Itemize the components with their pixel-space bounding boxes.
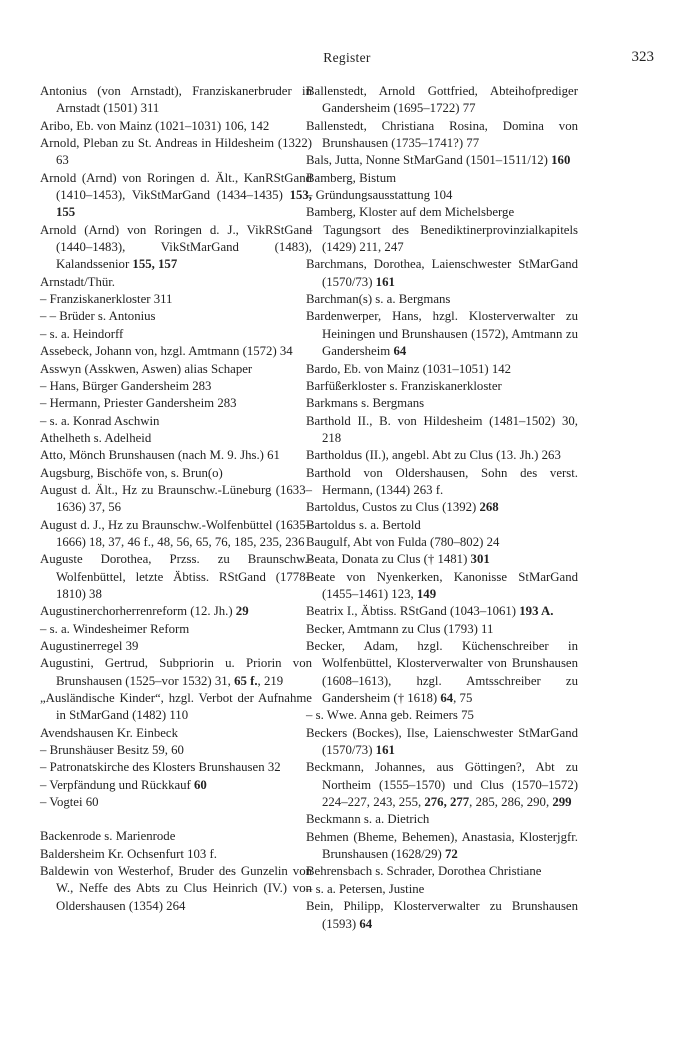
index-entry: [306, 621, 578, 638]
index-entry: [306, 863, 578, 880]
index-entry: [40, 83, 312, 118]
entry-text: Barkmans s. Bergmans: [306, 396, 425, 411]
entry-text: , 285, 286, 290,: [469, 795, 553, 810]
entry-text: Barchman(s) s. a. Bergmans: [306, 292, 451, 307]
entry-text: – Vogtei 60: [40, 795, 99, 810]
entry-text: Barchmans, Dorothea, Laienschwester StMarGand (1570/73): [306, 257, 578, 289]
entry-text: Arnstadt/Thür.: [40, 274, 115, 289]
index-entry: [306, 534, 578, 551]
entry-text: Athelheth s. Adelheid: [40, 430, 152, 445]
index-entry: [40, 482, 312, 517]
entry-text: Behrensbach s. Schrader, Dorothea Christiane: [306, 864, 542, 879]
index-entry: [40, 759, 312, 776]
index-entry: [306, 413, 578, 448]
entry-text: Bals, Jutta, Nonne StMarGand (1501–1511/12): [306, 153, 552, 168]
entry-text: Becker, Amtmann zu Clus (1793) 11: [306, 621, 494, 636]
index-entry: [40, 638, 312, 655]
index-entry: [306, 378, 578, 395]
index-entry: [306, 707, 578, 724]
index-entry: [306, 811, 578, 828]
entry-text: Becker, Adam, hzgl. Küchenschreiber in Wolfenbüttel, Klosterverwalter von Brunshausen (1608–1613), hzgl. Amtsschreiber zu Gandersheim († 1618): [306, 639, 578, 706]
index-entry: [40, 725, 312, 742]
entry-text: – Patronatskirche des Klosters Brunshausen 32: [40, 760, 281, 775]
page-title: Register: [323, 50, 371, 65]
page-ref-bold: 193 A.: [519, 604, 554, 619]
index-entry: [40, 413, 312, 430]
entry-text: Beate von Nyenkerken, Kanonisse StMarGand (1455–1461) 123,: [306, 569, 578, 601]
index-entry: [306, 187, 578, 204]
entry-text: Bartholdus (II.), angebl. Abt zu Clus (13. Jh.) 263: [306, 448, 561, 463]
entry-text: Ballenstedt, Arnold Gottfried, Abteihofprediger Gandersheim (1695–1722) 77: [306, 84, 578, 116]
index-entry: [306, 256, 578, 291]
entry-text: – Hermann, Priester Gandersheim 283: [40, 396, 237, 411]
entry-text: Baldersheim Kr. Ochsenfurt 103 f.: [40, 846, 217, 861]
entry-text: August d. Ält., Hz zu Braunschw.-Lüneburg (1633–1636) 37, 56: [40, 482, 312, 515]
page-ref-bold: 64: [440, 691, 454, 706]
index-entry: [40, 777, 312, 794]
page-ref-bold: 301: [470, 552, 490, 567]
index-entry: [40, 170, 312, 222]
entry-text: Asswyn (Asskwen, Aswen) alias Schaper: [40, 361, 253, 376]
page-ref-bold: 29: [235, 604, 249, 619]
index-entry: [306, 152, 578, 169]
page-ref-bold: 299: [552, 795, 572, 810]
index-entry: [306, 499, 578, 516]
index-entry: [40, 326, 312, 343]
page-ref-bold: 65 f.: [234, 673, 258, 688]
index-entry: [306, 395, 578, 412]
entry-text: – s. a. Heindorff: [40, 326, 124, 341]
entry-text: Bamberg, Kloster auf dem Michelsberge: [306, 205, 515, 220]
entry-text: Arnold, Pleban zu St. Andreas in Hildesheim (1322) 63: [40, 136, 312, 168]
page-ref-bold: 149: [416, 586, 437, 601]
entry-text: Augustinerregel 39: [40, 639, 139, 653]
entry-text: Auguste Dorothea, Przss. zu Braunschw.-Wolfenbüttel, letzte Äbtiss. RStGand (1778–1810) 38: [40, 552, 312, 601]
index-entry: [306, 881, 578, 898]
index-entry: [306, 898, 578, 933]
entry-text: Beckers (Bockes), Ilse, Laienschwester StMarGand (1570/73): [306, 725, 578, 758]
page-ref-bold: 60: [194, 777, 207, 792]
index-entry: [40, 846, 312, 863]
entry-text: – s. a. Petersen, Justine: [306, 881, 425, 896]
page-ref-bold: 161: [375, 274, 395, 289]
index-entry: [40, 361, 312, 378]
index-entry: [306, 83, 578, 118]
entry-text: – s. Wwe. Anna geb. Reimers 75: [306, 708, 474, 723]
index-entry: [40, 863, 312, 915]
index-entry: [40, 603, 312, 620]
index-entry: [306, 725, 578, 760]
index-entry: [40, 517, 312, 552]
index-entry: [40, 343, 312, 360]
index-entry: [40, 118, 312, 135]
entry-text: Bartoldus s. a. Bertold: [306, 517, 421, 532]
entry-text: Beckmann, Johannes, aus Göttingen?, Abt zu Northeim (1555–1570) und Clus (1570–1572) 224–227, 243, 255,: [306, 760, 578, 810]
page-ref-bold: 153, 155: [56, 188, 312, 220]
entry-text: Arnold (Arnd) von Roringen d. J., VikRStGand (1440–1483), VikStMarGand (1483), Kalandssenior: [40, 222, 312, 272]
entry-text: Baugulf, Abt von Fulda (780–802) 24: [306, 534, 500, 549]
index-entry: [40, 378, 312, 395]
entry-text: – Verpfändung und Rückkauf: [40, 777, 195, 792]
index-entry: [40, 690, 312, 725]
index-entry: [306, 517, 578, 534]
entry-text: Baldewin von Westerhof, Bruder des Gunzelin von W., Neffe des Abts zu Clus Heinrich (IV.) von Oldershausen (1354) 264: [40, 864, 312, 913]
page-ref-bold: 64: [359, 916, 373, 931]
entry-text: Arnold (Arnd) von Roringen d. Ält., KanRStGand (1410–1453), VikStMarGand (1434–1435): [40, 170, 312, 203]
entry-text: Barfüßerkloster s. Franziskanerkloster: [306, 378, 502, 393]
index-entry: [40, 621, 312, 638]
entry-text: Augustini, Gertrud, Subpriorin u. Priorin von Brunshausen (1525–vor 1532) 31,: [40, 656, 312, 688]
index-entry: [40, 655, 312, 690]
index-column-left: [40, 83, 312, 915]
entry-text: – s. a. Windesheimer Reform: [40, 621, 190, 636]
index-entry: [306, 465, 578, 500]
index-entry: [306, 361, 578, 378]
index-entry: [40, 395, 312, 412]
index-entry: [306, 118, 578, 153]
entry-text: Bein, Philipp, Klosterverwalter zu Brunshausen (1593): [306, 899, 578, 931]
index-column-right: [306, 83, 578, 933]
index-entry: [306, 759, 578, 811]
entry-text: – Tagungsort des Benediktinerprovinzialkapitels (1429) 211, 247: [306, 222, 578, 255]
page-ref-bold: 276, 277: [424, 795, 470, 810]
page-ref-bold: 268: [479, 500, 499, 515]
entry-text: Bartoldus, Custos zu Clus (1392): [306, 500, 480, 515]
entry-text: Augustinerchorherrenreform (12. Jh.): [40, 604, 236, 619]
entry-text: Barthold II., B. von Hildesheim (1481–1502) 30, 218: [306, 413, 578, 445]
index-entry: [40, 828, 312, 845]
index-entry: [40, 291, 312, 308]
index-entry: [306, 569, 578, 604]
index-entry: [40, 308, 312, 325]
entry-text: – Brunshäuser Besitz 59, 60: [40, 743, 184, 758]
entry-text: Backenrode s. Marienrode: [40, 829, 176, 844]
entry-text: Ballenstedt, Christiana Rosina, Domina von Brunshausen (1735–1741?) 77: [306, 118, 578, 151]
index-entry: [306, 170, 578, 187]
index-entry: [40, 794, 312, 811]
page-number: 323: [631, 49, 654, 65]
entry-text: , 219: [257, 673, 284, 688]
page-ref-bold: 72: [444, 847, 458, 862]
index-entry: [40, 222, 312, 274]
entry-text: Avendshausen Kr. Einbeck: [40, 725, 179, 740]
entry-text: „Ausländische Kinder“, hzgl. Verbot der Aufnahme in StMarGand (1482) 110: [40, 691, 312, 723]
page-ref-bold: 155, 157: [132, 257, 178, 272]
entry-text: Augsburg, Bischöfe von, s. Brun(o): [40, 465, 223, 480]
entry-text: Behmen (Bheme, Behemen), Anastasia, Klosterjgfr. Brunshausen (1628/29): [306, 829, 578, 862]
index-entry: [306, 829, 578, 864]
index-entry: [306, 204, 578, 221]
entry-text: Aribo, Eb. von Mainz (1021–1031) 106, 142: [40, 118, 270, 133]
index-entry: [306, 603, 578, 620]
entry-text: Beatrix I., Äbtiss. RStGand (1043–1061): [306, 604, 520, 619]
entry-text: Atto, Mönch Brunshausen (nach M. 9. Jhs.) 61: [40, 448, 280, 463]
entry-text: – s. a. Konrad Aschwin: [40, 413, 160, 428]
index-entry: [40, 430, 312, 447]
page-ref-bold: 160: [551, 153, 571, 168]
index-entry: [306, 447, 578, 464]
entry-text: – Franziskanerkloster 311: [40, 292, 173, 307]
index-entry: [306, 638, 578, 707]
entry-text: Antonius (von Arnstadt), Franziskanerbruder in Arnstadt (1501) 311: [40, 84, 312, 116]
index-entry: [306, 222, 578, 257]
entry-text: Bardo, Eb. von Mainz (1031–1051) 142: [306, 361, 512, 376]
entry-text: August d. J., Hz zu Braunschw.-Wolfenbüttel (1635–1666) 18, 37, 46 f., 48, 56, 65, 76, 185, 235, 236: [40, 517, 312, 549]
index-entry: [40, 551, 312, 603]
entry-text: Assebeck, Johann von, hzgl. Amtmann (1572) 34: [40, 344, 293, 359]
index-entry: [306, 308, 578, 360]
entry-text: – Hans, Bürger Gandersheim 283: [40, 378, 212, 393]
index-entry: [40, 135, 312, 170]
entry-text: , 75: [453, 691, 473, 706]
page-ref-bold: 161: [375, 743, 395, 758]
entry-text: – Gründungsausstattung 104: [306, 188, 453, 203]
entry-text: Barthold von Oldershausen, Sohn des verst. Hermann, (1344) 263 f.: [306, 465, 578, 497]
index-entry: [40, 274, 312, 291]
index-entry: [40, 465, 312, 482]
entry-text: – – Brüder s. Antonius: [40, 309, 156, 324]
entry-text: Beata, Donata zu Clus († 1481): [306, 552, 471, 567]
index-entry: [40, 447, 312, 464]
entry-text: Bardenwerper, Hans, hzgl. Klosterverwalter zu Heiningen und Brunshausen (1572), Amtmann zu Gandersheim: [306, 309, 578, 359]
page-ref-bold: 64: [393, 344, 407, 359]
entry-text: Bamberg, Bistum: [306, 170, 397, 185]
index-entry: [306, 551, 578, 568]
entry-text: Beckmann s. a. Dietrich: [306, 812, 430, 827]
index-entry: [40, 742, 312, 759]
index-entry: [306, 291, 578, 308]
